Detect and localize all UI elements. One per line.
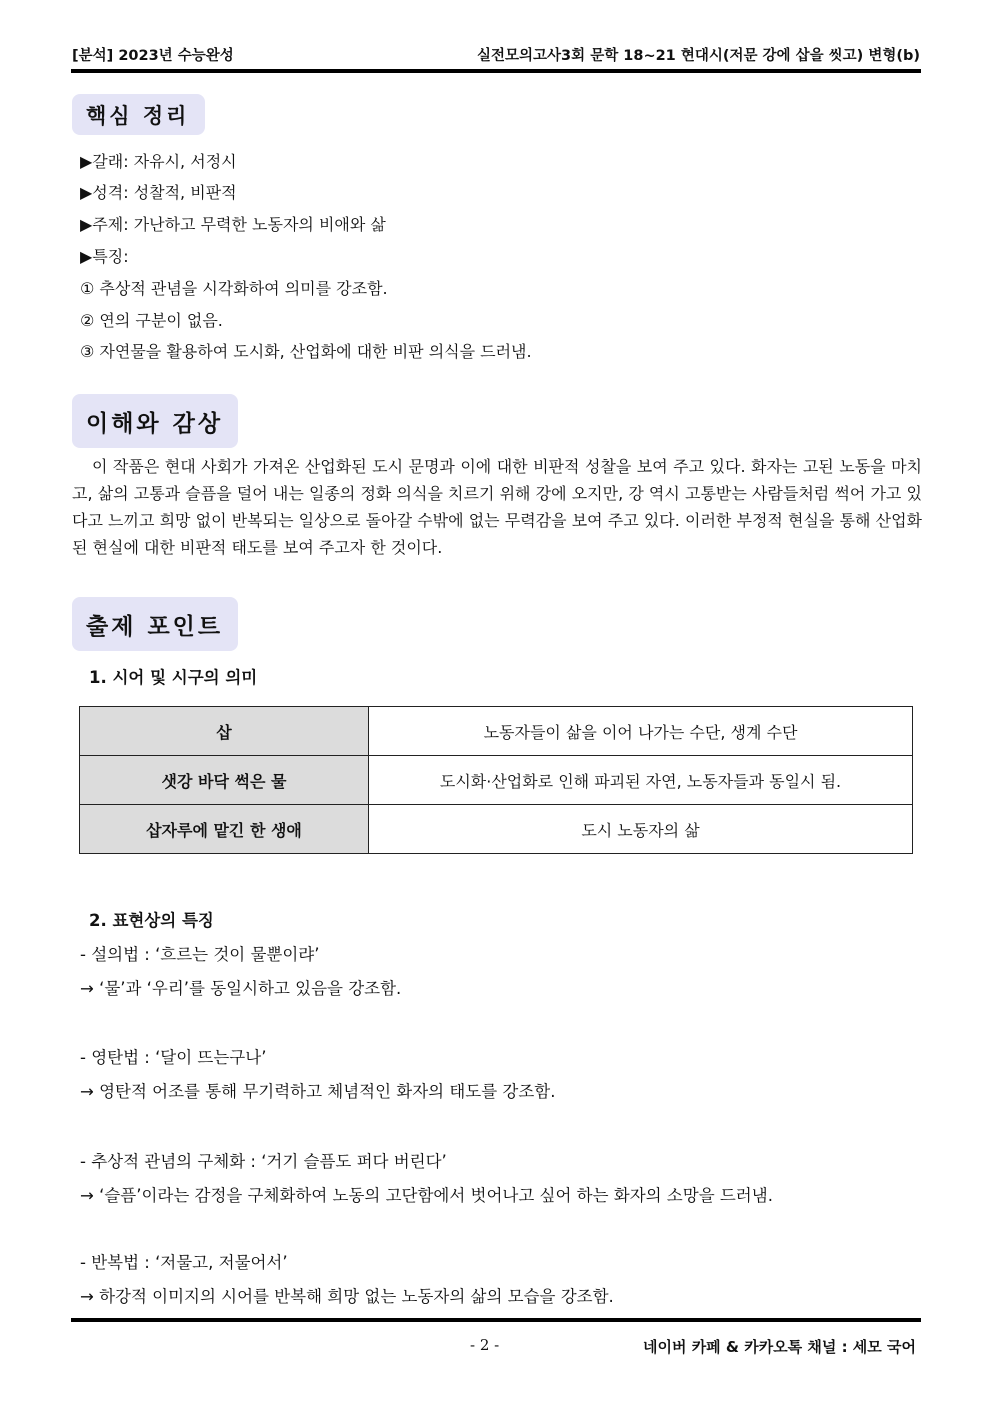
- table-row: [80, 707, 913, 756]
- core-item: ▶갈래: 자유시, 서정시: [80, 152, 237, 171]
- feature-device: - 추상적 관념의 구체화 : ‘거기 슬픔도 퍼다 버린다’: [80, 1152, 447, 1171]
- meaning-cell: 도시화·산업화로 인해 파괴된 자연, 노동자들과 동일시 됨.: [369, 756, 913, 805]
- header-left: [분석] 2023년 수능완성: [72, 48, 234, 64]
- subsection-title-words: 1. 시어 및 시구의 의미: [89, 668, 258, 687]
- terms-table: [79, 706, 913, 854]
- feature-effect: → 하강적 이미지의 시어를 반복해 희망 없는 노동자의 삶의 모습을 강조함.: [80, 1287, 614, 1306]
- section-title-appreciation: 이해와 감상: [72, 394, 238, 448]
- feature-device: - 영탄법 : ‘달이 뜨는구나’: [80, 1048, 267, 1067]
- meaning-cell: 도시 노동자의 삶: [369, 805, 913, 854]
- subsection-title-expression: 2. 표현상의 특징: [89, 911, 214, 930]
- page-number: - 2 -: [470, 1336, 500, 1354]
- table-row: [80, 805, 913, 854]
- core-item: ② 연의 구분이 없음.: [80, 311, 223, 330]
- feature-device: - 반복법 : ‘저물고, 저물어서’: [80, 1253, 288, 1272]
- feature-effect: → ‘슬픔’이라는 감정을 구체화하여 노동의 고단함에서 벗어나고 싶어 하는 화자의 소망을 드러냄.: [80, 1186, 773, 1205]
- footer-rule: [71, 1318, 921, 1322]
- header-right: 실전모의고사3회 문학 18~21 현대시(저문 강에 삽을 씻고) 변형(b): [477, 48, 920, 64]
- appreciation-paragraph: 이 작품은 현대 사회가 가져온 산업화된 도시 문명과 이에 대한 비판적 성찰을 보여 주고 있다. 화자는 고된 노동을 마치고, 삶의 고통과 슬픔을 덜어 내는 일종의 정화 의식을 치르기 위해 강에 오지만, 강 역시 고통받는 사람들처럼 썩어 가고 있다고 느끼고 희망 없이 반복되는 일상으로 돌아갈 수밖에 없는 무력감을 보여 주고 있다. 이러한 부정적 현실을 통해 산업화된 현실에 대한 비판적 태도를 보여 주고자 한 것이다.: [72, 457, 922, 557]
- core-item: ▶특징:: [80, 247, 129, 266]
- term-cell: 삽자루에 맡긴 한 생애: [80, 805, 369, 854]
- feature-effect: → ‘물’과 ‘우리’를 동일시하고 있음을 강조함.: [80, 979, 402, 998]
- section-title-points: 출제 포인트: [72, 597, 238, 651]
- core-item: ▶주제: 가난하고 무력한 노동자의 비애와 삶: [80, 215, 386, 234]
- footer-channel: 네이버 카페 & 카카오톡 채널 : 세모 국어: [643, 1338, 916, 1356]
- feature-effect: → 영탄적 어조를 통해 무기력하고 체념적인 화자의 태도를 강조함.: [80, 1082, 556, 1101]
- term-cell: 샛강 바닥 썩은 물: [80, 756, 369, 805]
- meaning-cell: 노동자들이 삶을 이어 나가는 수단, 생계 수단: [369, 707, 913, 756]
- term-cell: 삽: [80, 707, 369, 756]
- feature-device: - 설의법 : ‘흐르는 것이 물뿐이랴’: [80, 945, 320, 964]
- core-item: ▶성격: 성찰적, 비판적: [80, 183, 237, 202]
- header-rule: [71, 69, 921, 73]
- core-item: ③ 자연물을 활용하여 도시화, 산업화에 대한 비판 의식을 드러냄.: [80, 342, 532, 361]
- table-row: [80, 756, 913, 805]
- section-title-core: 핵심 정리: [72, 94, 205, 135]
- core-item: ① 추상적 관념을 시각화하여 의미를 강조함.: [80, 279, 388, 298]
